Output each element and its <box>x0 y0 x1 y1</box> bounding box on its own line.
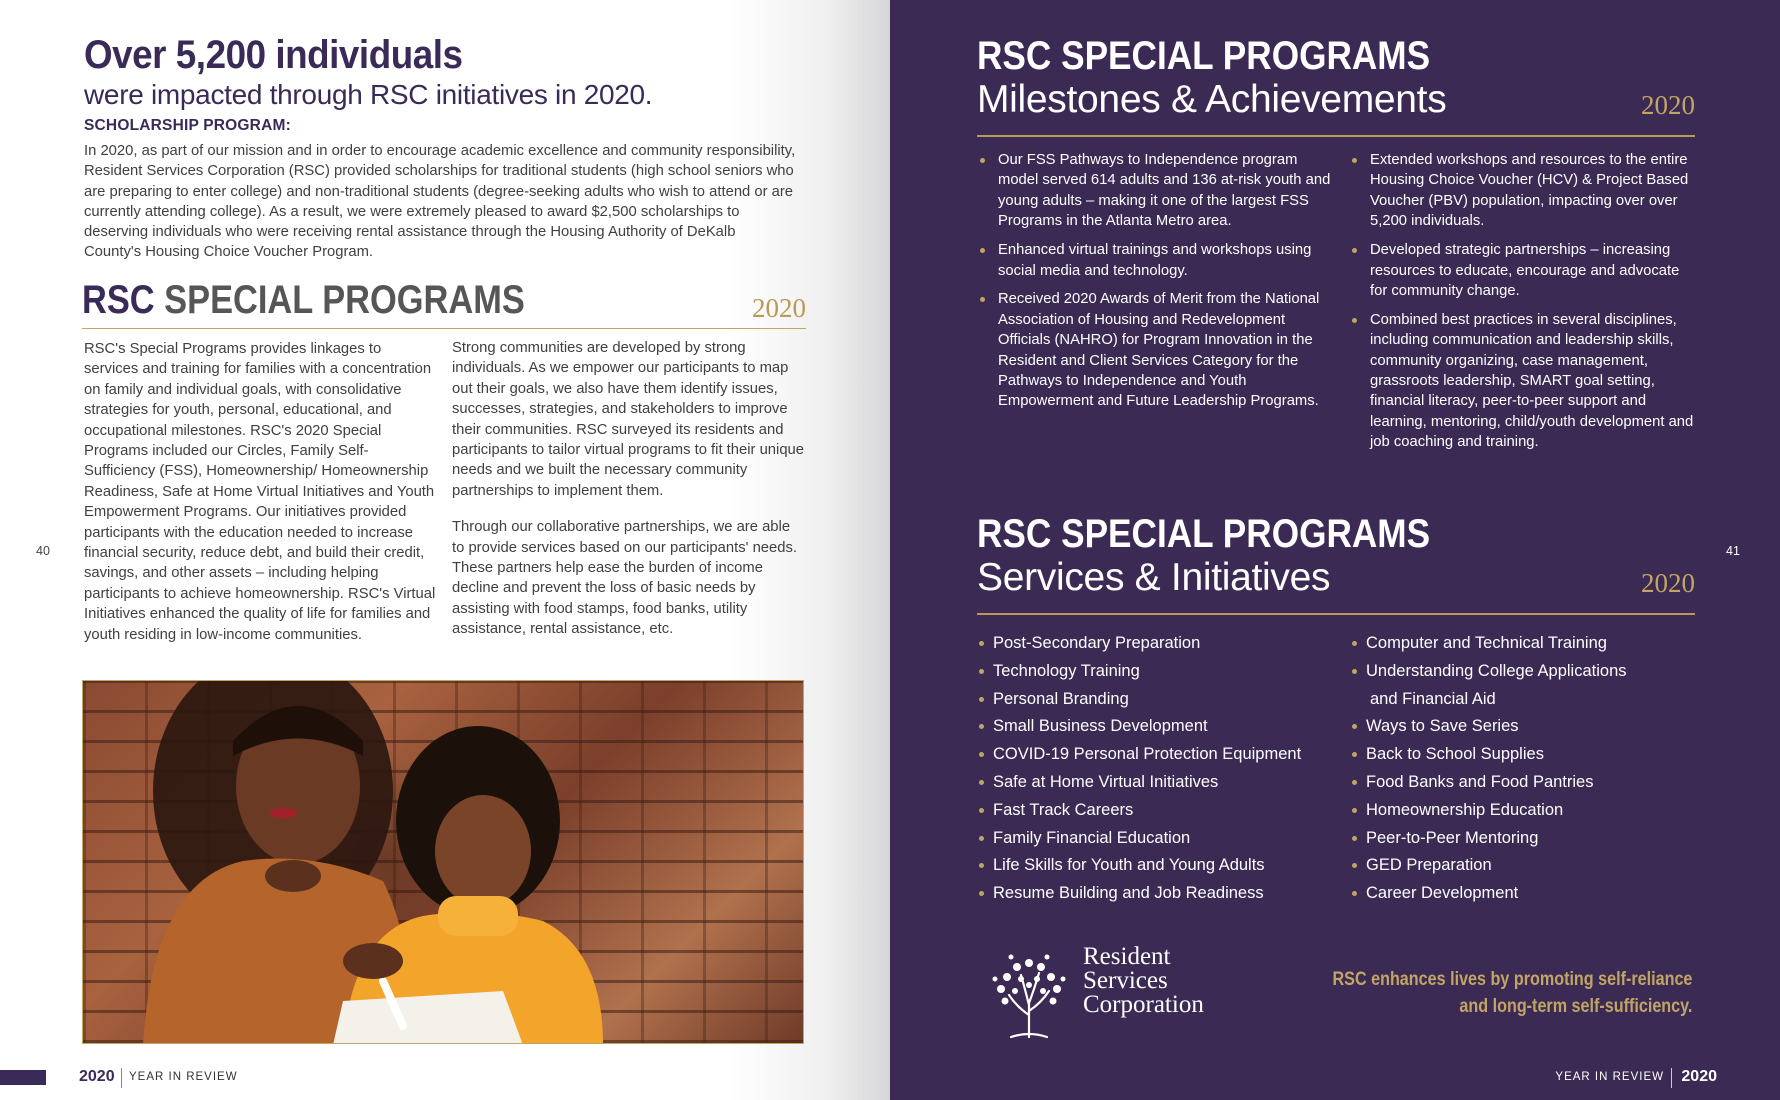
heading-rest: SPECIAL PROGRAMS <box>154 278 525 322</box>
programs-column-b <box>452 338 804 656</box>
scholarship-text: In 2020, as part of our mission and in order to encourage academic excellence and community responsibility, Resident Services Corporation (RSC) provided scholarships for traditional students (high school seniors who are preparing to enter college) and non-traditional students (degree-seeking adults who wish to attend or are currently attending college). As a result, we were extremely pleased to award $2,500 scholarships to deserving individuals who were receiving rental assistance through the Housing Authority of DeKalb County's Housing Choice Voucher Program. <box>84 143 796 261</box>
milestones-subtitle: Milestones & Achievements <box>977 78 1447 121</box>
tree-logo-icon <box>981 945 1077 1041</box>
milestones-title: RSC SPECIAL PROGRAMS <box>977 34 1431 78</box>
list-item: Computer and Technical Training <box>1352 630 1692 658</box>
milestones-section <box>977 34 1695 122</box>
milestones-year: 2020 <box>1641 90 1695 120</box>
list-item: Developed strategic partnerships – increasing resources to educate, encourage and advocate for community change. <box>1350 240 1695 301</box>
list-item: Ways to Save Series <box>1352 713 1692 741</box>
programs-column-a: RSC's Special Programs provides linkages to services and training for families with a concentration on family and individual goals, with consolidative strategies for youth, personal, educational, and occupational milestones. RSC's 2020 Special Programs included our Circles, Family Self-Sufficiency (FSS), Homeownership/ Homeownership Readiness, Safe at Home Virtual Initiatives and Youth Empowerment Programs. Our initiatives provided participants with the education needed to increase financial security, reduce debt, and build their credit, savings, and other assets – including helping participants to achieve homeownership. RSC's Virtual Initiatives enhanced the quality of life for families and youth residing in low-income communities. <box>84 341 436 643</box>
logo-wordmark <box>1083 945 1204 1017</box>
impact-headline <box>84 32 652 112</box>
footer-label-right: YEAR IN REVIEW <box>1555 1071 1664 1083</box>
list-item: Fast Track Careers <box>979 797 1339 825</box>
footer-year-left: 2020 <box>79 1068 115 1085</box>
tagline-line-1: RSC enhances lives by promoting self-reliance <box>1332 969 1692 990</box>
list-item: Our FSS Pathways to Independence program model served 614 adults and 136 at-risk youth and young adults – making it one of the largest FSS Programs in the Atlanta Metro area. <box>978 150 1333 232</box>
tagline <box>1332 966 1692 1020</box>
list-item: Food Banks and Food Pantries <box>1352 769 1692 797</box>
headline-subtitle: were impacted through RSC initiatives in 2020. <box>84 79 653 110</box>
list-item: Career Development <box>1352 880 1692 908</box>
services-section <box>977 512 1695 600</box>
footer-left <box>0 1068 400 1088</box>
column-b-paragraph-2: Through our collaborative partnerships, we are able to provide services based on our participants' needs. These partners help ease the burden of income decline and prevent the loss of basic needs by assisting with food stamps, food banks, utility assistance, rental assistance, etc. <box>452 519 797 638</box>
special-programs-heading <box>82 276 806 329</box>
footer-year-right: 2020 <box>1681 1068 1717 1085</box>
list-item: Combined best practices in several disciplines, including communication and leadership skills, community organizing, case management, grassroots leadership, SMART goal setting, financial literacy, peer-to-peer support and learning, mentoring, child/youth development and job coaching and training. <box>1350 310 1695 453</box>
list-item: Small Business Development <box>979 713 1339 741</box>
milestones-list-2 <box>1350 150 1695 461</box>
mother-daughter-photo <box>82 680 804 1044</box>
services-list-1 <box>979 630 1339 908</box>
services-year: 2020 <box>1641 568 1695 598</box>
list-item: Received 2020 Awards of Merit from the National Association of Housing and Redevelopment Officials (NAHRO) for Program Innovation in the Resident and Client Services Category for the Pathways to Independence and Youth Empowerment and Future Leadership Programs. <box>978 289 1333 411</box>
headline-count: Over 5,200 individuals <box>84 33 463 77</box>
list-item-continuation: and Financial Aid <box>1370 689 1496 708</box>
list-item: Technology Training <box>979 658 1339 686</box>
section-year: 2020 <box>752 293 806 323</box>
footer-divider <box>121 1068 122 1088</box>
milestones-rule <box>977 135 1695 137</box>
services-list-2 <box>1352 630 1692 908</box>
list-item: Extended workshops and resources to the entire Housing Choice Voucher (HCV) & Project Based Voucher (PBV) population, impacting over over 5,200 individuals. <box>1350 150 1695 232</box>
list-item: GED Preparation <box>1352 852 1692 880</box>
list-item: Life Skills for Youth and Young Adults <box>979 852 1339 880</box>
right-page <box>890 0 1780 1100</box>
list-item: Homeownership Education <box>1352 797 1692 825</box>
list-item: Back to School Supplies <box>1352 741 1692 769</box>
list-item: Enhanced virtual trainings and workshops using social media and technology. <box>978 240 1333 281</box>
logo-line-2: Services <box>1083 967 1168 994</box>
logo-line-3: Corporation <box>1083 991 1204 1018</box>
services-subtitle: Services & Initiatives <box>977 556 1331 599</box>
list-item: Safe at Home Virtual Initiatives <box>979 769 1339 797</box>
page-number-right: 41 <box>1726 544 1740 558</box>
milestones-list-1 <box>978 150 1333 420</box>
scholarship-title: SCHOLARSHIP PROGRAM: <box>84 117 291 134</box>
rsc-logo <box>981 945 1241 1041</box>
footer-right <box>1480 1068 1780 1088</box>
list-item: Peer-to-Peer Mentoring <box>1352 825 1692 853</box>
page-number-left: 40 <box>36 544 50 558</box>
list-item: Personal Branding <box>979 686 1339 714</box>
tagline-line-2: and long-term self-sufficiency. <box>1458 996 1692 1017</box>
services-rule <box>977 613 1695 615</box>
column-b-paragraph-1: Strong communities are developed by strong individuals. As we empower our participants to map out their goals, we also have them identify issues, successes, strategies, and stakeholders to improve their communities. RSC surveyed its residents and participants to tailor virtual programs to fit their unique needs and we built the necessary community partnerships to implement them. <box>452 340 805 499</box>
logo-line-1: Resident <box>1083 943 1171 970</box>
footer-divider <box>1671 1068 1672 1088</box>
footer-bar <box>0 1070 46 1085</box>
footer-label-left: YEAR IN REVIEW <box>129 1071 238 1083</box>
list-item: Family Financial Education <box>979 825 1339 853</box>
list-item: Post-Secondary Preparation <box>979 630 1339 658</box>
heading-rsc: RSC <box>82 278 155 322</box>
services-title: RSC SPECIAL PROGRAMS <box>977 512 1431 556</box>
list-item: COVID-19 Personal Protection Equipment <box>979 741 1339 769</box>
list-item: Understanding College Applications <box>1352 658 1692 686</box>
list-item: Resume Building and Job Readiness <box>979 880 1339 908</box>
